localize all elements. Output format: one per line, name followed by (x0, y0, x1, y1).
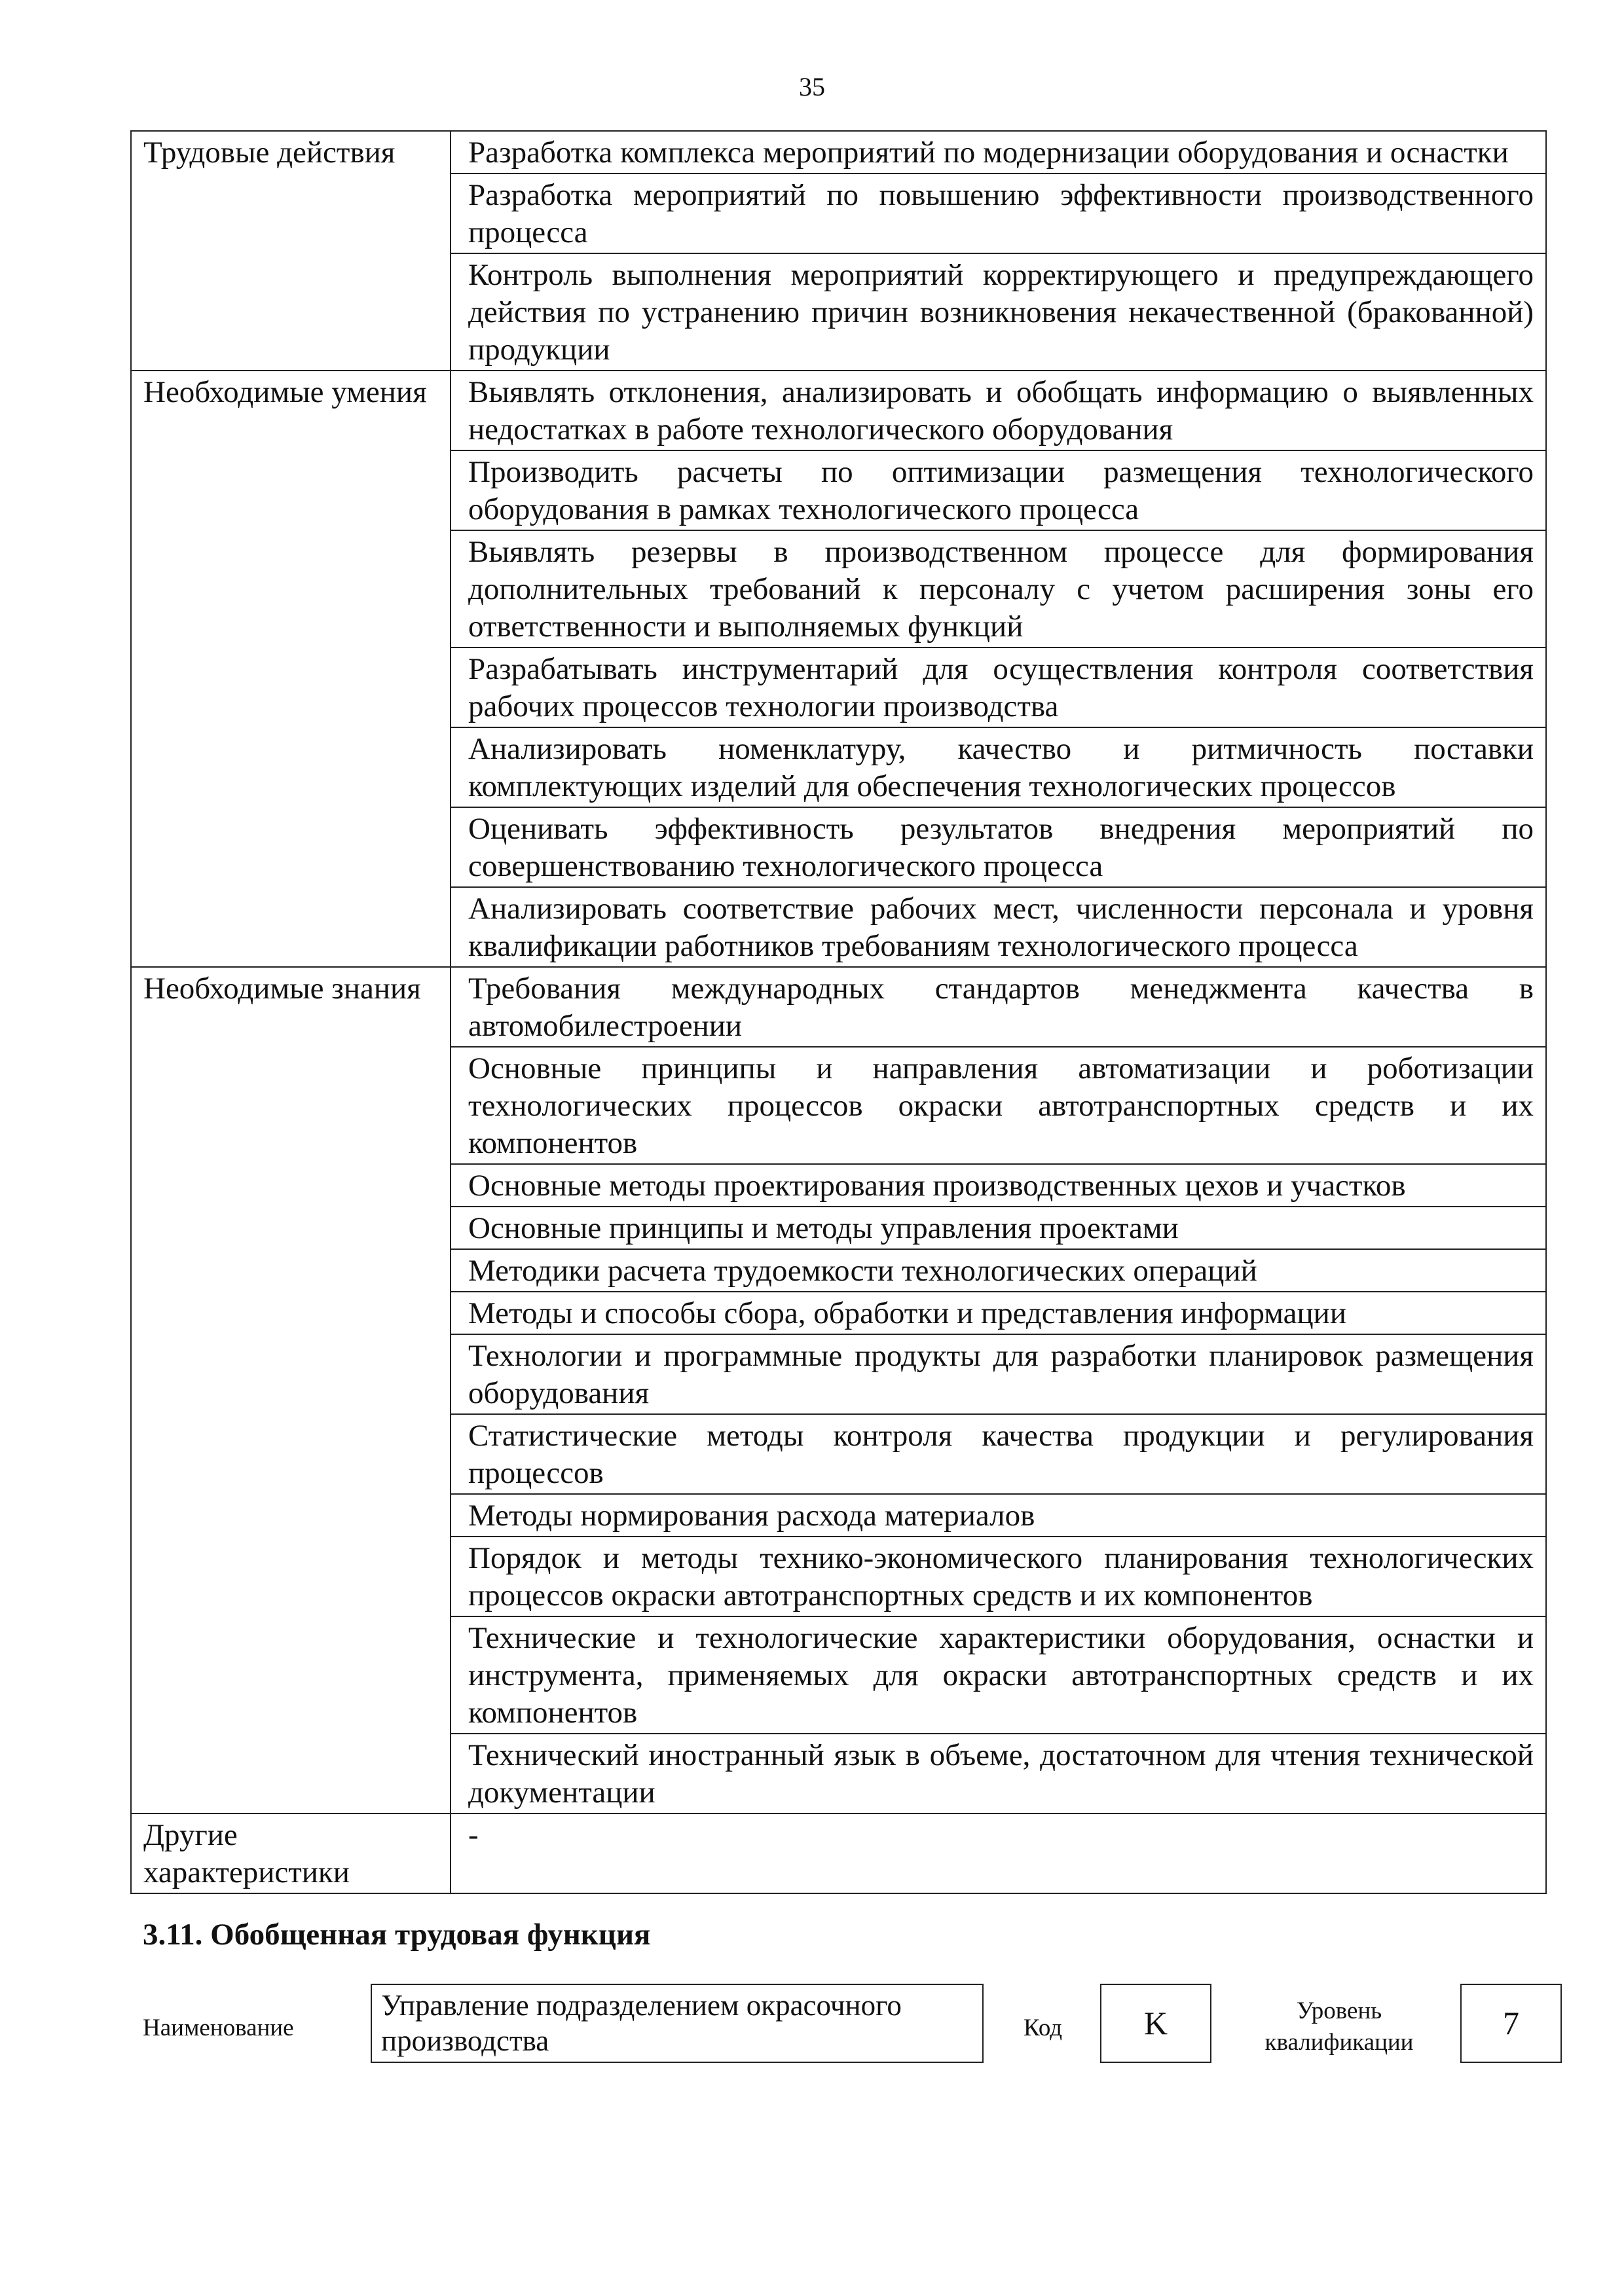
qualification-level-label: Уровень квалификации (1264, 1997, 1414, 2056)
group-item: Технический иностранный язык в объеме, достаточном для чтения технической документации (451, 1734, 1546, 1813)
group-item: Анализировать номенклатуру, качество и ритмичность поставки комплектующих изделий для обеспечения технологических процессов (451, 727, 1546, 807)
group-item: Разрабатывать инструментарий для осуществления контроля соответствия рабочих процессов технологии производства (451, 647, 1546, 727)
group-item: Контроль выполнения мероприятий корректирующего и предупреждающего действия по устранению причин возникновения некачественной (бракованной) продукции (451, 253, 1546, 371)
group-label: Другие характеристики (131, 1813, 451, 1893)
group-item: Разработка мероприятий по повышению эффективности производственного процесса (451, 173, 1546, 253)
group-item: Статистические методы контроля качества продукции и регулирования процессов (451, 1414, 1546, 1494)
group-item: Основные методы проектирования производственных цехов и участков (451, 1164, 1546, 1207)
qualification-level-box: 7 (1460, 1984, 1562, 2063)
group-label: Необходимые умения (131, 371, 451, 967)
group-item: - (451, 1813, 1546, 1893)
section-title: 3.11. Обобщенная трудовая функция (143, 1918, 651, 1952)
group-item: Основные принципы и направления автоматизации и роботизации технологических процессов окраски автотранспортных средств и их компонентов (451, 1047, 1546, 1164)
table-row (131, 1813, 1546, 1893)
table-row (131, 371, 1546, 450)
code-label: Код (1024, 2014, 1063, 2041)
group-label: Трудовые действия (131, 131, 451, 371)
table-row (131, 967, 1546, 1047)
group-item: Выявлять резервы в производственном процессе для формирования дополнительных требований к персоналу с учетом расширения зоны его ответственности и выполняемых функций (451, 530, 1546, 647)
name-value-box: Управление подразделением окрасочного производства (371, 1984, 984, 2063)
group-item: Требования международных стандартов менеджмента качества в автомобилестроении (451, 967, 1546, 1047)
group-item: Методы нормирования расхода материалов (451, 1494, 1546, 1537)
name-label: Наименование (143, 2014, 294, 2041)
group-item: Основные принципы и методы управления проектами (451, 1207, 1546, 1249)
labor-function-table (130, 130, 1547, 1894)
group-item: Оценивать эффективность результатов внедрения мероприятий по совершенствованию технологического процесса (451, 807, 1546, 887)
group-item: Порядок и методы технико-экономического планирования технологических процессов окраски автотранспортных средств и их компонентов (451, 1537, 1546, 1616)
group-item: Технологии и программные продукты для разработки планировок размещения оборудования (451, 1334, 1546, 1414)
code-value-box: K (1100, 1984, 1211, 2063)
group-item: Методики расчета трудоемкости технологических операций (451, 1249, 1546, 1292)
page-number: 35 (799, 72, 825, 101)
group-item: Выявлять отклонения, анализировать и обобщать информацию о выявленных недостатках в работе технологического оборудования (451, 371, 1546, 450)
group-label: Необходимые знания (131, 967, 451, 1813)
group-item: Технические и технологические характеристики оборудования, оснастки и инструмента, применяемых для окраски автотранспортных средств и их компонентов (451, 1616, 1546, 1734)
group-item: Разработка комплекса мероприятий по модернизации оборудования и оснастки (451, 131, 1546, 173)
group-item: Анализировать соответствие рабочих мест, численности персонала и уровня квалификации работников требованиям технологического процесса (451, 887, 1546, 967)
group-item: Методы и способы сбора, обработки и представления информации (451, 1292, 1546, 1334)
group-item: Производить расчеты по оптимизации размещения технологического оборудования в рамках технологического процесса (451, 450, 1546, 530)
table-row (131, 131, 1546, 173)
